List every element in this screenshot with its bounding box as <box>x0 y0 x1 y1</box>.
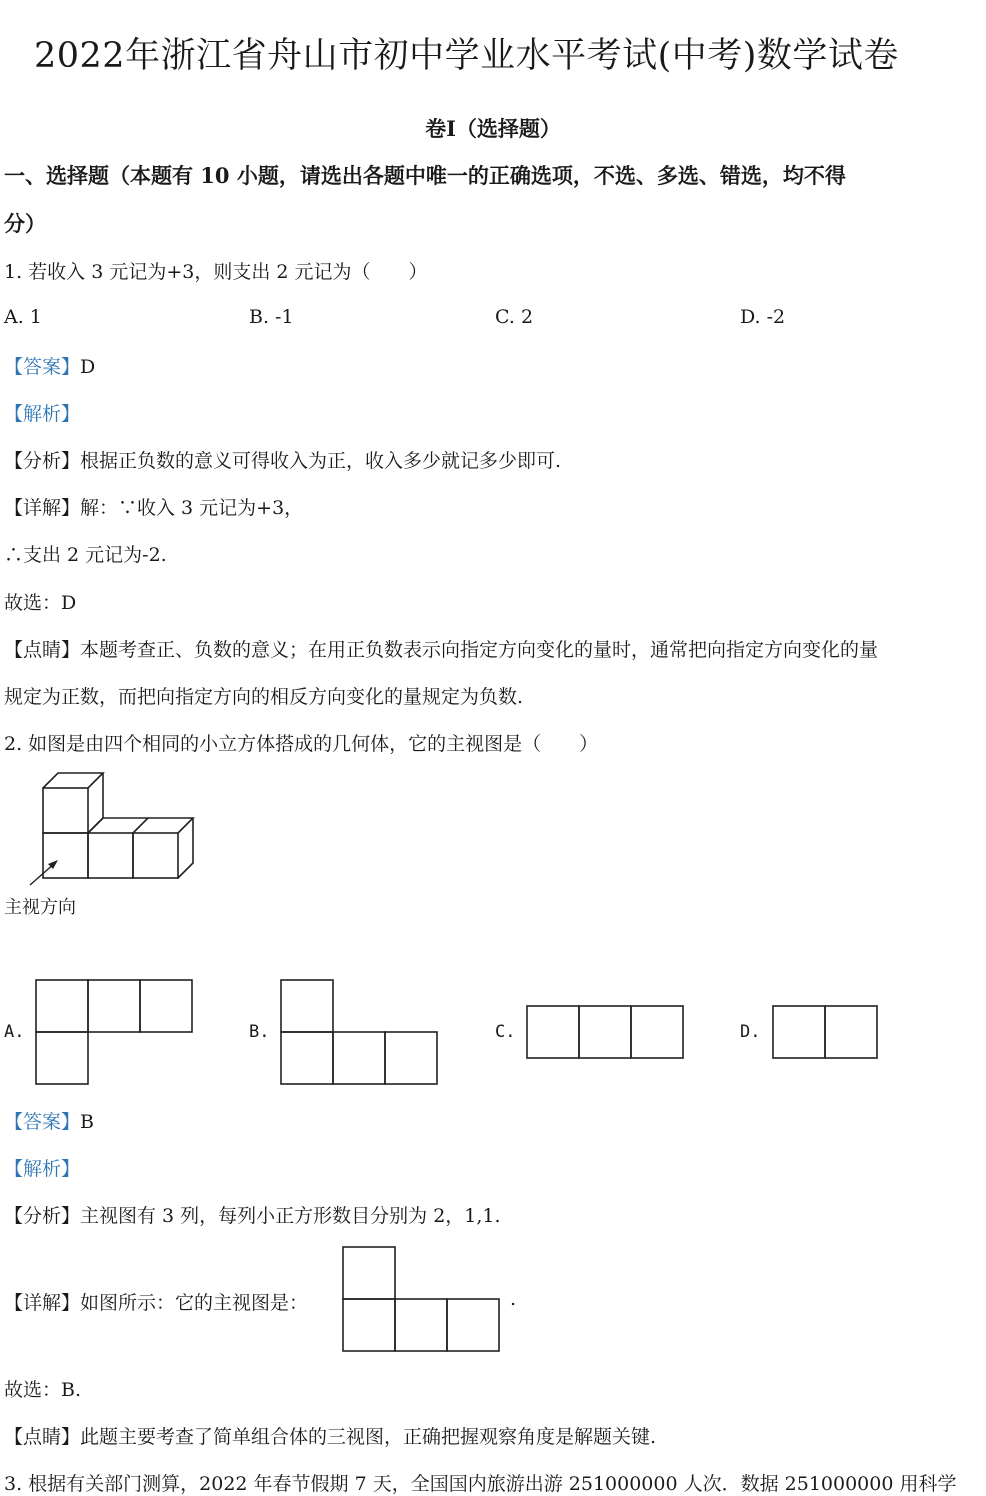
q2-option-b-label: B. <box>249 1022 270 1042</box>
view-direction-label: 主视方向 <box>4 897 76 918</box>
q2-answer-tag: 【答案】 <box>4 1111 81 1133</box>
q2-stem: 2. 如图是由四个相同的小立方体搭成的几何体，它的主视图是（ ） <box>4 733 599 755</box>
section-heading-line2: 分） <box>4 211 46 236</box>
q2-detail-figure <box>342 1246 502 1354</box>
q1-detail-2: ∴支出 2 元记为-2. <box>4 544 167 566</box>
q1-comment-2: 规定为正数，而把向指定方向的相反方向变化的量规定为负数. <box>4 686 524 708</box>
q1-jiexi: 【解析】 <box>4 403 81 425</box>
q1-analysis: 【分析】根据正负数的意义可得收入为正，收入多少就记多少即可. <box>4 450 562 472</box>
q1-option-b: B. -1 <box>249 306 294 328</box>
q2-answer-row <box>4 1107 94 1134</box>
q2-option-b-figure <box>280 979 440 1087</box>
q2-choose: 故选：B. <box>4 1379 82 1401</box>
q2-answer: B <box>80 1111 94 1133</box>
q1-stem: 1. 若收入 3 元记为+3，则支出 2 元记为（ ） <box>4 261 428 283</box>
q1-answer-tag: 【答案】 <box>4 356 81 378</box>
q2-comment: 【点睛】此题主要考查了简单组合体的三视图，正确把握观察角度是解题关键. <box>4 1426 657 1448</box>
q2-detail: 【详解】如图所示：它的主视图是： <box>4 1292 309 1314</box>
page-title: 2022年浙江省舟山市初中学业水平考试(中考)数学试卷 <box>34 36 899 76</box>
q1-comment-1: 【点睛】本题考查正、负数的意义；在用正负数表示向指定方向变化的量时，通常把向指定方向变化的量 <box>4 639 879 661</box>
q1-detail-1: 【详解】解：∵收入 3 元记为+3， <box>4 497 304 519</box>
q2-detail-end: . <box>510 1288 517 1310</box>
q2-option-a-label: A. <box>4 1022 25 1042</box>
q1-answer: D <box>80 356 96 378</box>
q1-choose: 故选：D <box>4 592 77 614</box>
q2-option-d-figure <box>772 1005 882 1061</box>
q2-jiexi: 【解析】 <box>4 1158 81 1180</box>
q1-option-a: A. 1 <box>4 306 42 328</box>
q1-option-c: C. 2 <box>495 306 534 328</box>
cube-solid-figure <box>0 770 220 890</box>
q2-analysis: 【分析】主视图有 3 列，每列小正方形数目分别为 2，1,1. <box>4 1205 501 1227</box>
q2-option-c-label: C. <box>495 1022 516 1042</box>
q1-answer-row <box>4 352 95 379</box>
q2-option-a-figure <box>35 979 195 1087</box>
q3-stem: 3. 根据有关部门测算，2022 年春节假期 7 天，全国国内旅游出游 251000000 人次．数据 251000000 用科学 <box>4 1473 957 1495</box>
section-heading-line1: 一、选择题（本题有 10 小题，请选出各题中唯一的正确选项，不选、多选、错选，均不得 <box>4 163 846 188</box>
q2-option-d-label: D. <box>740 1022 761 1042</box>
volume-heading: 卷Ⅰ（选择题） <box>425 116 561 141</box>
q1-option-d: D. -2 <box>740 306 786 328</box>
q2-option-c-figure <box>526 1005 686 1061</box>
